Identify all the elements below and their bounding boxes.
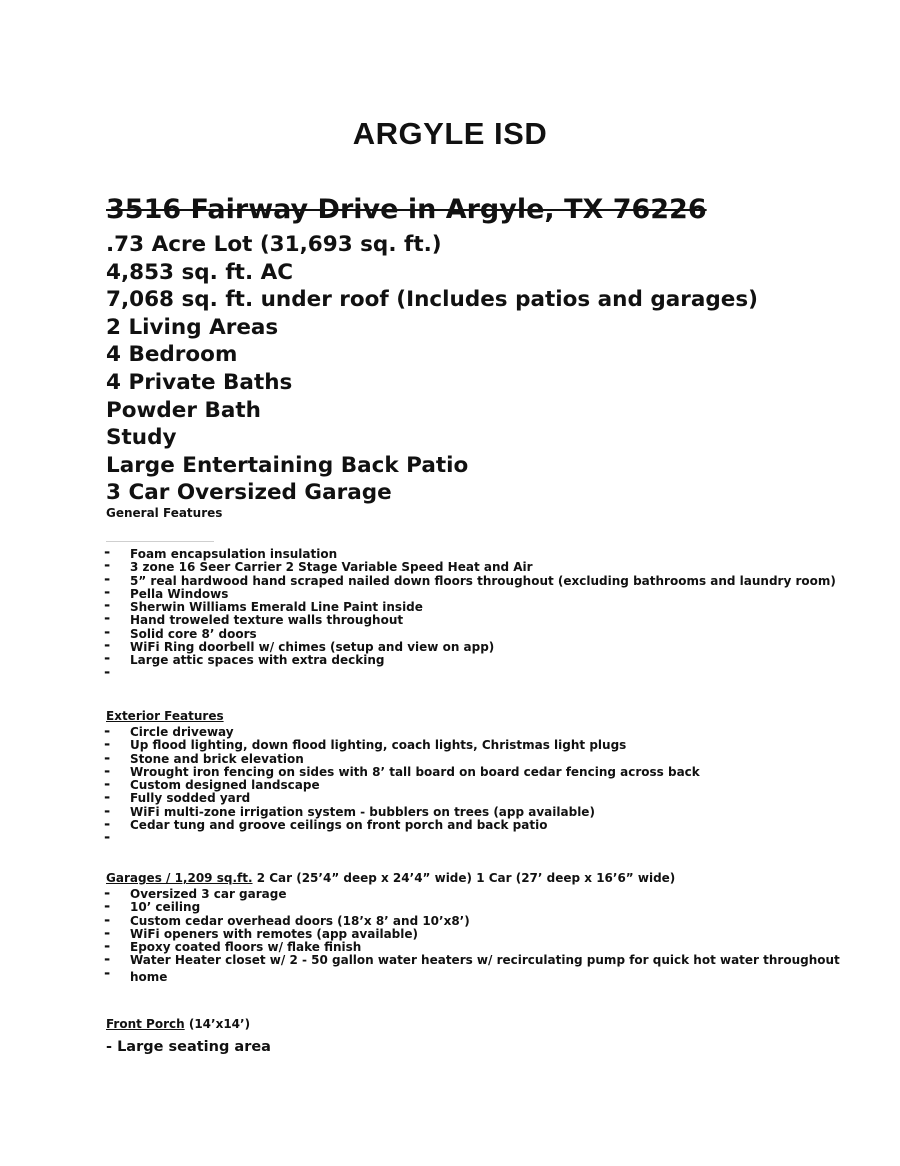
general-features-heading: General Features: [106, 506, 223, 520]
summary-line: 4 Bedroom: [106, 342, 238, 368]
bullet-dash: -: [104, 748, 111, 767]
bullet-dash: -: [104, 556, 111, 575]
summary-line: .73 Acre Lot (31,693 sq. ft.): [106, 232, 442, 257]
bullet-dash: -: [104, 801, 111, 820]
property-summary: [106, 231, 758, 507]
bullet-dash: -: [104, 775, 111, 794]
bullet-dash: -: [104, 722, 111, 740]
list-item: Pella Windows: [130, 586, 229, 601]
bullet-dash: -: [104, 897, 111, 916]
summary-line: 4 Private Baths: [106, 369, 293, 395]
page-title: ARGYLE ISD: [352, 116, 548, 151]
property-address: 3516 Fairway Drive in Argyle, TX 76226: [106, 194, 707, 225]
list-item: 5” real hardwood hand scraped nailed down floors throughout (excluding bathrooms and laundry room): [130, 573, 836, 588]
garages-heading-detail: 2 Car (25’4” deep x 24’4” wide) 1 Car (27’ deep x 16’6” wide): [252, 871, 676, 885]
list-item: Stone and brick elevation: [130, 751, 304, 766]
list-item: Hand troweled texture walls throughout: [130, 613, 404, 628]
bullet-dash: -: [104, 761, 111, 780]
bullet-dash: -: [104, 622, 111, 641]
bullet-dash: -: [104, 828, 111, 847]
bullet-dash: -: [104, 609, 111, 628]
garages-heading-label: Garages / 1,209 sq.ft.: [106, 871, 253, 885]
list-item: Oversized 3 car garage: [130, 887, 287, 901]
summary-line: Powder Bath: [106, 397, 261, 423]
list-item: WiFi openers with remotes (app available): [130, 926, 418, 941]
general-bullets: [104, 543, 111, 681]
list-item: Cedar tung and groove ceilings on front porch and back patio: [130, 818, 548, 833]
list-item: 10’ ceiling: [130, 900, 201, 915]
list-item: [130, 832, 700, 845]
bullet-dash: -: [104, 735, 111, 754]
bullet-dash: -: [104, 963, 111, 982]
garages-heading: [106, 871, 675, 885]
list-item: Up flood lighting, down flood lighting, coach lights, Christmas light plugs: [130, 738, 627, 753]
summary-line: Large Entertaining Back Patio: [106, 452, 469, 478]
list-item: Foam encapsulation insulation: [130, 547, 338, 561]
bullet-dash: -: [104, 950, 111, 969]
bullet-dash: -: [104, 910, 111, 929]
list-item: Large attic spaces with extra decking: [130, 653, 385, 668]
front-porch-heading: [106, 1017, 250, 1031]
front-porch-heading-label: Front Porch: [106, 1017, 185, 1031]
bullet-dash: -: [104, 884, 111, 902]
list-item: Water Heater closet w/ 2 - 50 gallon water heaters w/ recirculating pump for quick hot water throughout: [130, 953, 840, 968]
general-features-list: [130, 548, 836, 681]
exterior-features-heading: Exterior Features: [106, 709, 224, 723]
list-item: Fully sodded yard: [130, 791, 251, 806]
bullet-dash: -: [104, 662, 111, 681]
bullet-dash: -: [104, 636, 111, 655]
bullet-dash: -: [104, 649, 111, 668]
bullet-dash: -: [104, 788, 111, 807]
list-item: Custom cedar overhead doors (18’x 8’ and 10’x8’): [130, 913, 470, 928]
bullet-dash: -: [104, 815, 111, 834]
garages-bullets: [104, 884, 111, 982]
section-divider: [106, 541, 214, 542]
summary-line: 3 Car Oversized Garage: [106, 480, 392, 506]
front-porch-item: - Large seating area: [106, 1039, 271, 1055]
summary-line: 4,853 sq. ft. AC: [106, 259, 294, 285]
list-item: Epoxy coated floors w/ flake finish: [130, 940, 362, 955]
summary-line: 7,068 sq. ft. under roof (Includes patios and garages): [106, 287, 758, 313]
list-item: 3 zone 16 Seer Carrier 2 Stage Variable Speed Heat and Air: [130, 560, 533, 575]
garages-list: [130, 888, 840, 985]
list-item: WiFi Ring doorbell w/ chimes (setup and view on app): [130, 640, 495, 655]
list-item: Custom designed landscape: [130, 778, 320, 793]
list-item: Circle driveway: [130, 725, 234, 739]
front-porch-heading-detail: (14’x14’): [184, 1017, 251, 1031]
list-item: [130, 668, 836, 681]
list-item: WiFi multi-zone irrigation system - bubblers on trees (app available): [130, 804, 595, 819]
exterior-bullets: [104, 722, 111, 847]
list-item: Solid core 8’ doors: [130, 626, 257, 641]
summary-line: Study: [106, 425, 177, 451]
summary-line: 2 Living Areas: [106, 314, 279, 340]
bullet-dash: -: [104, 937, 111, 956]
list-item: Sherwin Williams Emerald Line Paint inside: [130, 600, 423, 615]
bullet-dash: -: [104, 596, 111, 615]
bullet-dash: -: [104, 582, 111, 601]
exterior-features-list: [130, 726, 700, 846]
list-item: Wrought iron fencing on sides with 8’ tall board on board cedar fencing across back: [130, 764, 700, 779]
bullet-dash: -: [104, 569, 111, 588]
bullet-dash: -: [104, 543, 111, 561]
list-item: home: [130, 969, 168, 984]
bullet-dash: -: [104, 923, 111, 942]
